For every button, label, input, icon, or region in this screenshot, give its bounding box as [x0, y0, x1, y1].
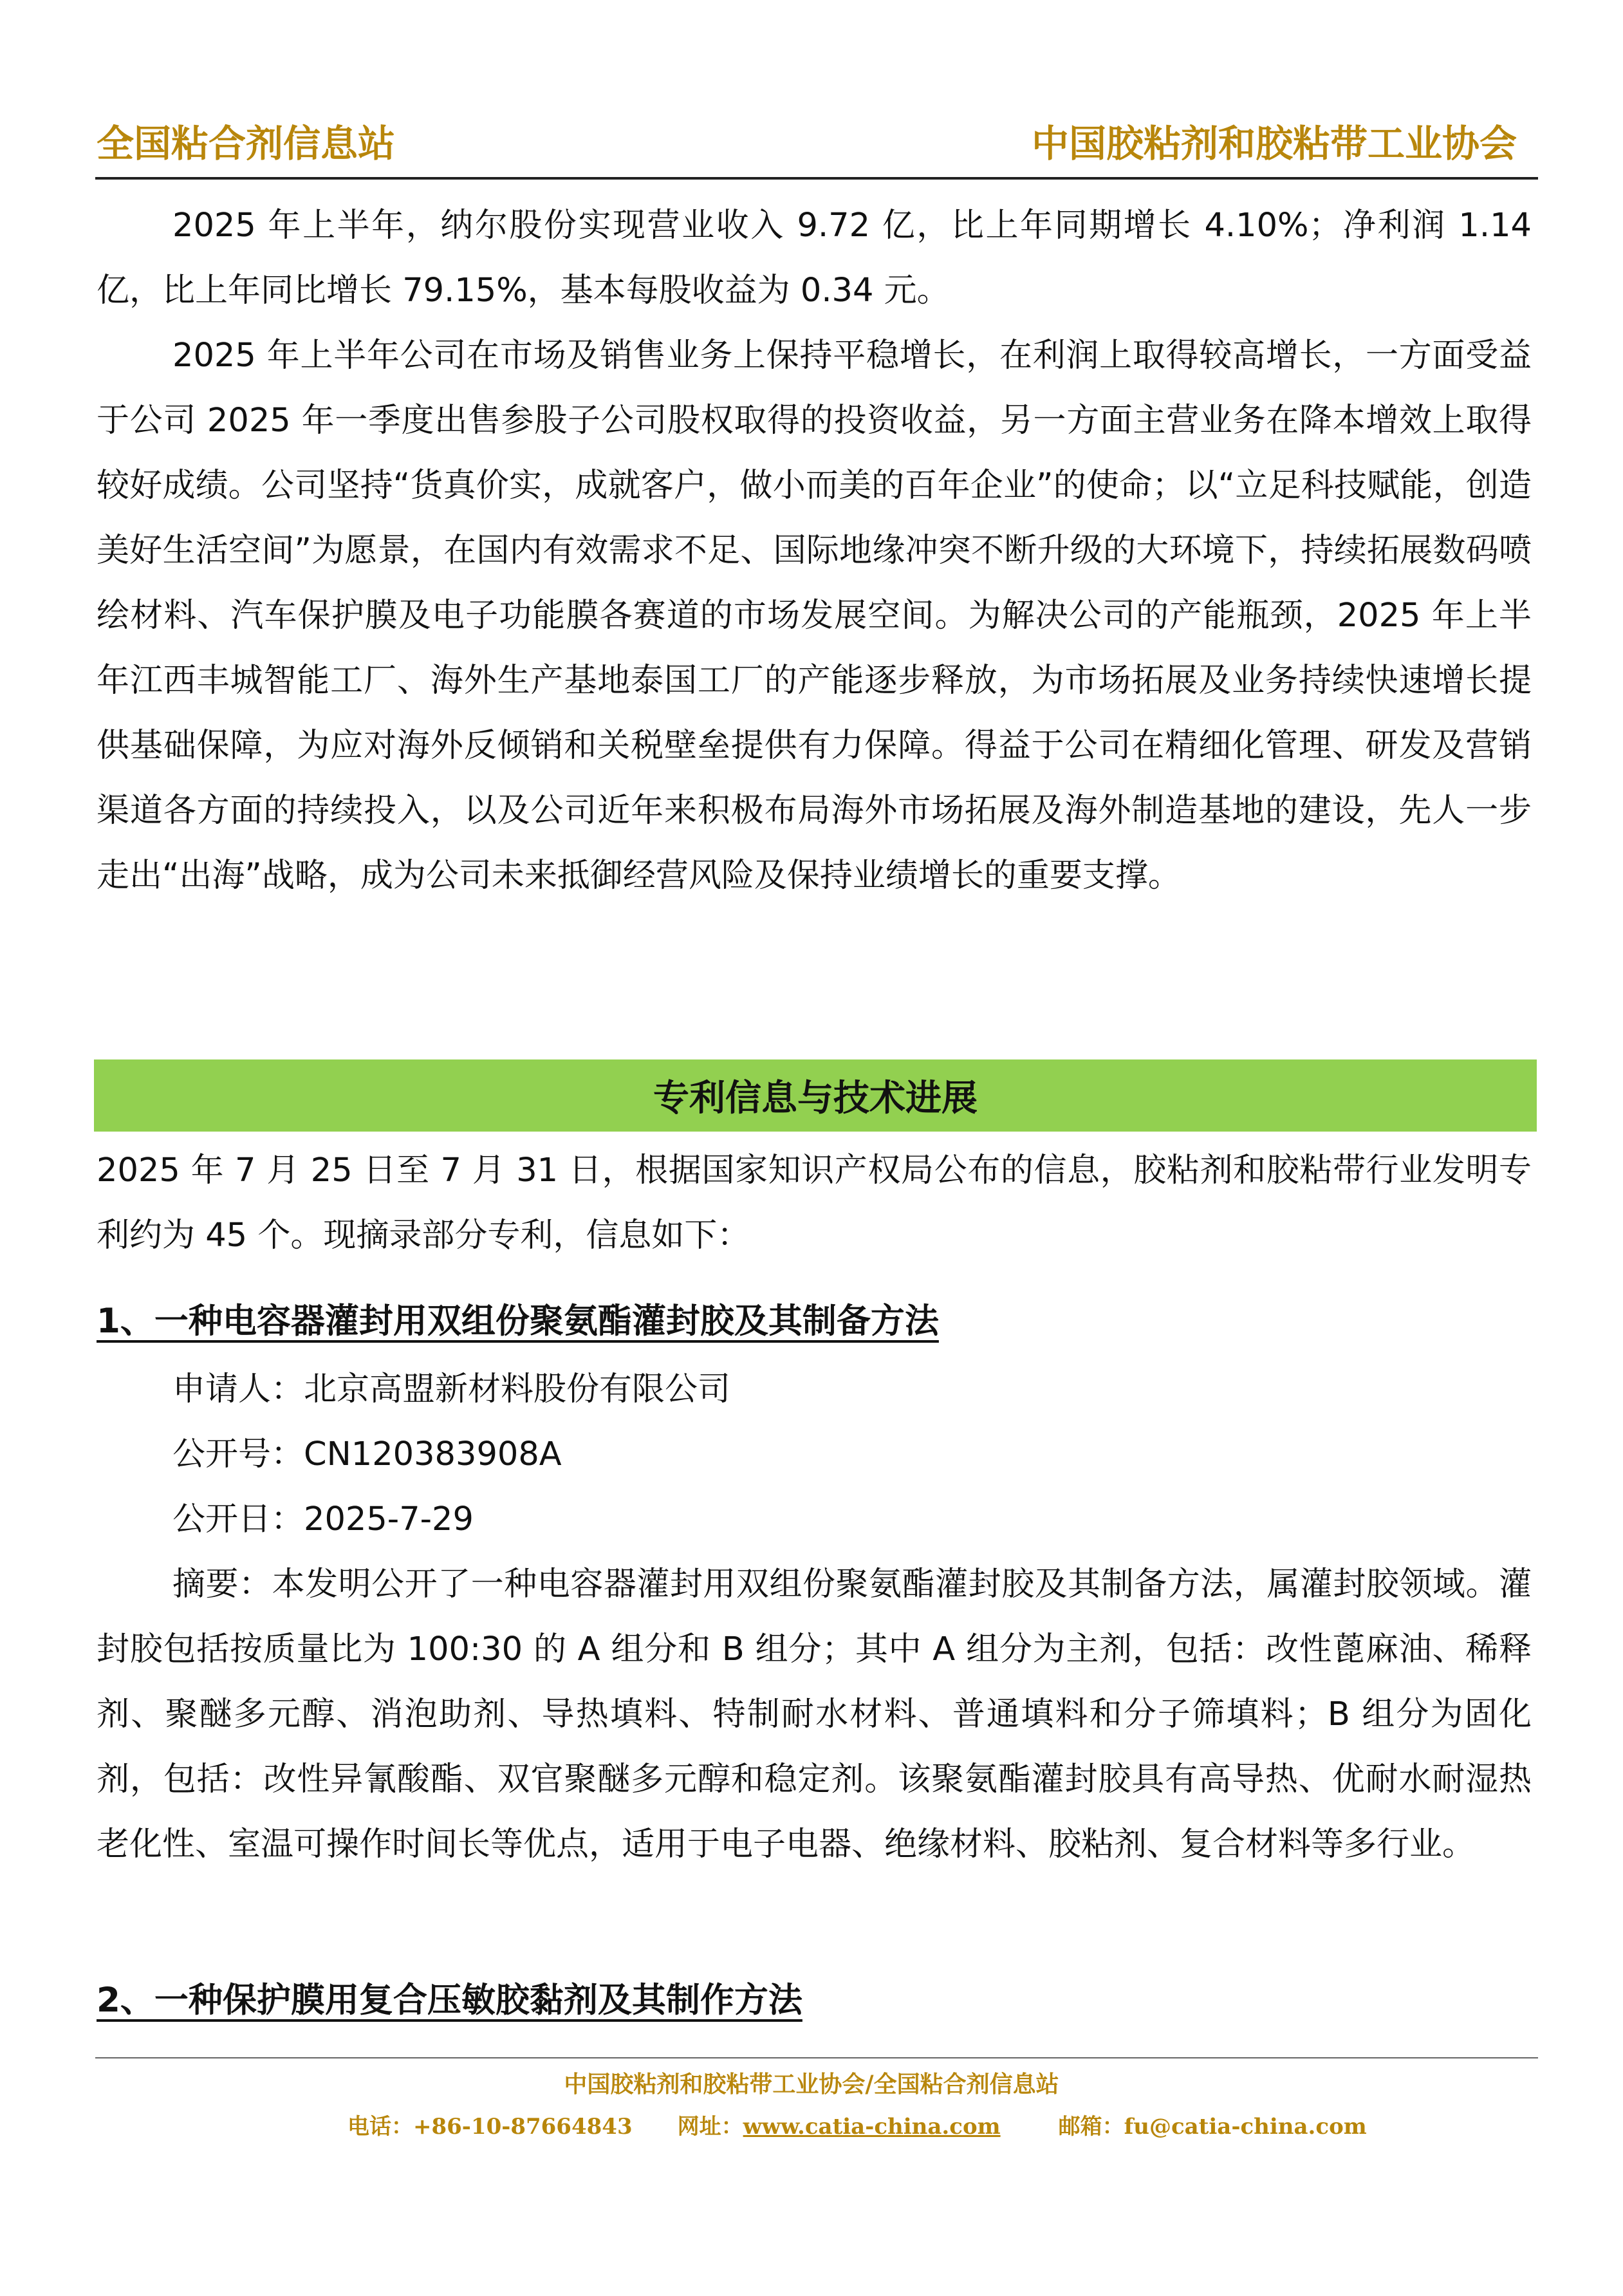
footer-divider: [95, 2057, 1538, 2058]
footer-contact: [348, 2107, 1367, 2146]
page-content: [97, 193, 1532, 2036]
patent-title: 2、一种保护膜用复合压敏胶黏剂及其制作方法: [97, 1981, 802, 2020]
header-divider: [95, 177, 1538, 180]
patent-applicant: 申请人：北京高盟新材料股份有限公司: [172, 1370, 731, 1408]
paragraph-business: 2025 年上半年公司在市场及销售业务上保持平稳增长，在利润上取得较高增长，一方面受益于公司 2025 年一季度出售参股子公司股权取得的投资收益，另一方面主营业务在降本增效上取得较好成绩。公司坚持“货真价实，成就客户，做小而美的百年企业”的使命；以“立足科技赋能，创造美好生活空间”为愿景，在国内有效需求不足、国际地缘冲突不断升级的大环境下，持续拓展数码喷绘材料、汽车保护膜及电子功能膜各赛道的市场发展空间。为解决公司的产能瓶颈，2025 年上半年江西丰城智能工厂、海外生产基地泰国工厂的产能逐步释放，为市场拓展及业务持续快速增长提供基础保障，为应对海外反倾销和关税壁垒提供有力保障。得益于公司在精细化管理、研发及营销渠道各方面的持续投入，以及公司近年来积极布局海外市场拓展及海外制造基地的建设，先人一步走出“出海”战略，成为公司未来抵御经营风险及保持业绩增长的重要支撑。: [97, 337, 1532, 895]
header-left-title: 全国粘合剂信息站: [97, 122, 396, 165]
footer-phone: 电话：+86-10-87664843: [348, 2114, 633, 2140]
patent-publication-number: 公开号：CN120383908A: [172, 1435, 562, 1473]
footer-website-link[interactable]: www.catia-china.com: [743, 2114, 1001, 2140]
footer-website-label: 网址：: [677, 2114, 743, 2140]
footer-email[interactable]: 邮箱：fu@catia-china.com: [1058, 2114, 1367, 2140]
paragraph-revenue: 2025 年上半年，纳尔股份实现营业收入 9.72 亿，比上年同期增长 4.10%；净利润 1.14 亿，比上年同比增长 79.15%，基本每股收益为 0.34 元。: [97, 207, 1532, 310]
patent-abstract: 摘要：本发明公开了一种电容器灌封用双组份聚氨酯灌封胶及其制备方法，属灌封胶领域。灌封胶包括按质量比为 100:30 的 A 组分和 B 组分；其中 A 组分为主剂，包括：改性蓖麻油、稀释剂、聚醚多元醇、消泡助剂、导热填料、特制耐水材料、普通填料和分子筛填料；B 组分为固化剂，包括：改性异氰酸酯、双官聚醚多元醇和稳定剂。该聚氨酯灌封胶具有高导热、优耐水耐湿热老化性、室温可操作时间长等优点，适用于电子电器、绝缘材料、胶粘剂、复合材料等多行业。: [97, 1565, 1532, 1863]
footer-organization: 中国胶粘剂和胶粘带工业协会/全国粘合剂信息站: [564, 2071, 1059, 2098]
patent-title: 1、一种电容器灌封用双组份聚氨酯灌封胶及其制备方法: [97, 1302, 939, 1341]
header-right-title: 中国胶粘剂和胶粘带工业协会: [1031, 122, 1517, 165]
patent-publication-date: 公开日：2025-7-29: [172, 1500, 474, 1538]
section-intro: 2025 年 7 月 25 日至 7 月 31 日，根据国家知识产权局公布的信息，胶粘剂和胶粘带行业发明专利约为 45 个。现摘录部分专利，信息如下：: [97, 1152, 1532, 1255]
section-title: 专利信息与技术进展: [653, 1078, 978, 1119]
section-header-band: [94, 1059, 1537, 1132]
